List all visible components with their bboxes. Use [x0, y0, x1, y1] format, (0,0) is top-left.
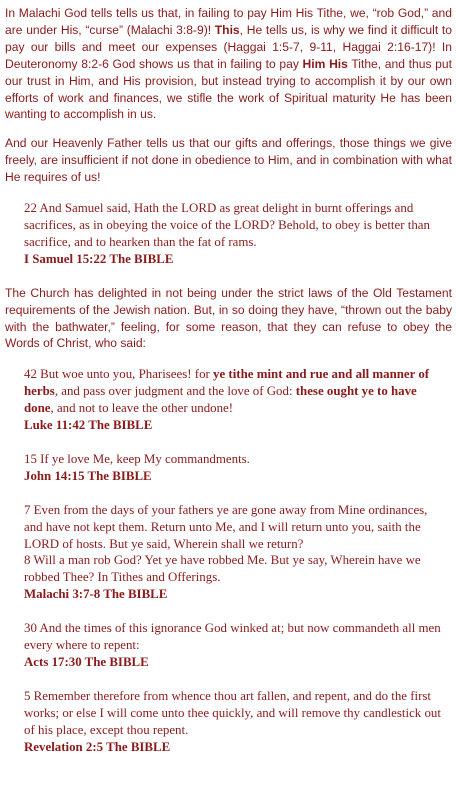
scripture-quote-malachi: [24, 502, 446, 603]
quote-text-verse-7: 7 Even from the days of your fathers ye are gone away from Mine ordinances, and have not kept them. Return unto Me, and I will return unto you, saith the LORD of hosts. But ye said, Wherein shall we return?: [24, 502, 428, 551]
para1-text-c: Tithe, and thus put our trust in Him, and His provision, but instead trying to accomplish it by our own efforts of work and finances, we stifle the work of Spiritual maturity He has been wanting to accomplish in us.: [5, 56, 452, 122]
quote-bold-tithe: ye tithe mint and rue and all manner of herbs: [24, 367, 430, 399]
quote-text: 22 And Samuel said, Hath the LORD as great delight in burnt offerings and sacrifices, as in obeying the voice of the LORD? Behold, to obey is better than sacrifice, and to hearken than the fat of rams.: [24, 201, 430, 249]
scripture-quote-revelation: [24, 688, 446, 756]
quote-reference: Malachi 3:7-8 The BIBLE: [24, 587, 168, 602]
scripture-quote-acts: [24, 620, 446, 671]
quote-reference: John 14:15 The BIBLE: [24, 468, 152, 483]
quote-text: 15 If ye love Me, keep My commandments.: [24, 451, 250, 466]
scripture-quote-luke: [24, 366, 446, 434]
para1-bold-him-his: Him His: [302, 56, 348, 71]
quote-reference: Luke 11:42 The BIBLE: [24, 418, 153, 433]
scripture-quote-samuel: [24, 200, 446, 268]
quote-bold-ought: these ought ye to have done: [24, 384, 417, 416]
quote-text: 30 And the times of this ignorance God winked at; but now commandeth all men every where to repent:: [24, 621, 441, 653]
para1-bold-this: This: [214, 22, 240, 37]
quote-reference: I Samuel 15:22 The BIBLE: [24, 251, 174, 266]
quote-text-verse-8: 8 Will a man rob God? Yet ye have robbed Me. But ye say, Wherein have we robbed Thee? In Tithes and Offerings.: [24, 553, 421, 585]
para1-text-a: In Malachi God tells tells us that, in failing to pay Him His Tithe, we, “rob God,” and are under His, “curse” (Malachi 3:8-9)!: [5, 6, 452, 37]
intro-paragraph: [5, 5, 452, 123]
scripture-quote-john: [24, 451, 446, 485]
quote-reference: Revelation 2:5 The BIBLE: [24, 739, 171, 754]
para1-text-b: , He tells us, is why we find it difficult to pay our bills and meet our expenses (Haggai 1:5-7, 9-11, Haggai 2:16-17)! In Deuteronomy 8:2-6 God shows us that in failing to pay: [5, 22, 452, 71]
quote-text: 5 Remember therefore from whence thou art fallen, and repent, and do the first works; or else I will come unto thee quickly, and will remove thy candlestick out of his place, except thou repent.: [24, 688, 441, 737]
offerings-paragraph: And our Heavenly Father tells us that our gifts and offerings, those things we give freely, are insufficient if not done in obedience to Him, and in combination with what He requires of us!: [5, 136, 452, 185]
quote-text: 42 But woe unto you, Pharisees! for ye tithe mint and rue and all manner of herbs, and pass over judgment and the love of God: these ought ye to have done, and not to leave the other undone!: [24, 367, 430, 416]
quote-reference: Acts 17:30 The BIBLE: [24, 655, 149, 669]
church-paragraph: The Church has delighted in not being under the strict laws of the Old Testament requirements of the Jewish nation. But, in so doing they have, “thrown out the baby with the bathwater,” feeling, for some reason, that they can refuse to obey the Words of Christ, who said:: [5, 285, 452, 351]
